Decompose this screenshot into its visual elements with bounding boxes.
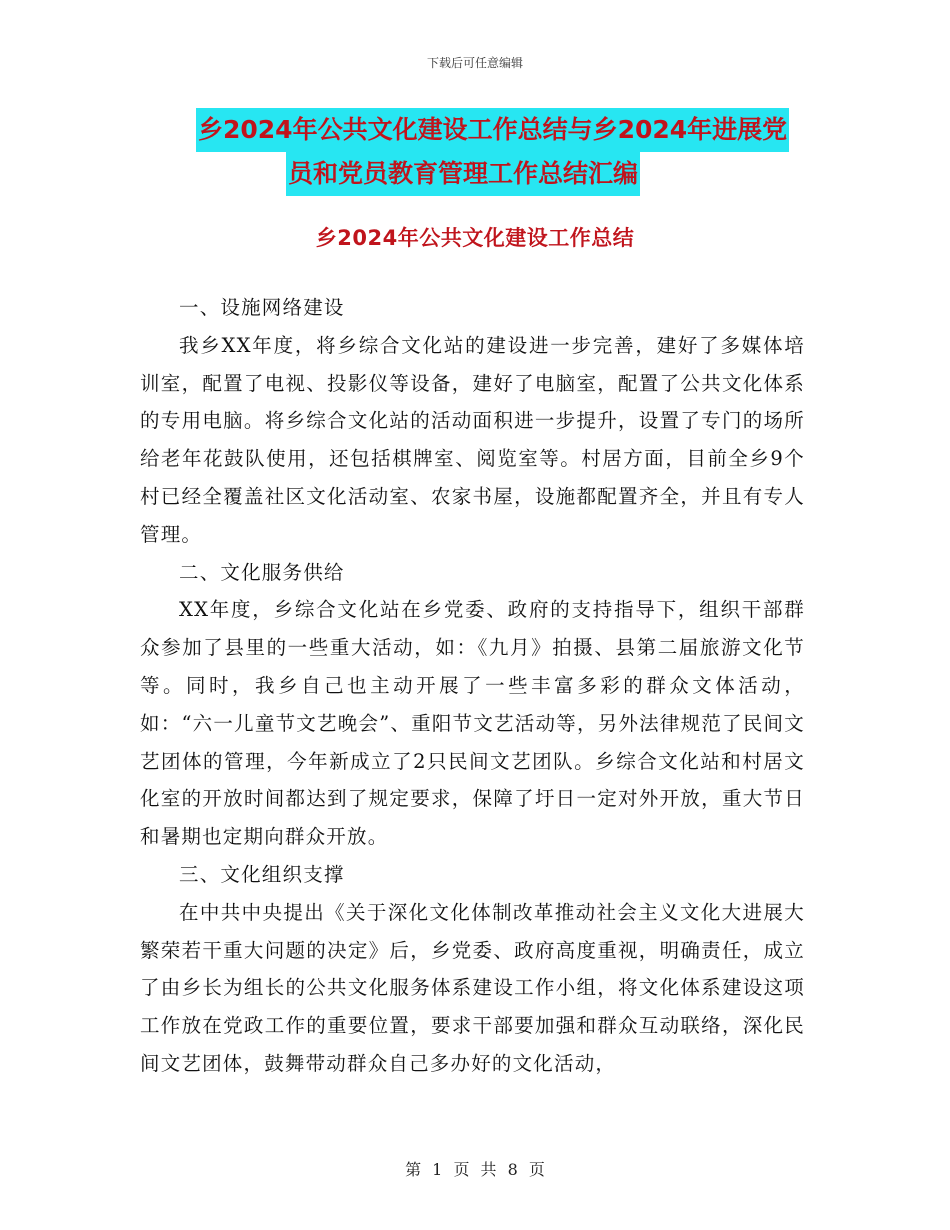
header-note: 下载后可任意编辑 [426,56,523,70]
paragraph-cultural-services: XX年度，乡综合文化站在乡党委、政府的支持指导下，组织干部群众参加了县里的一些重大活动，如：《九月》拍摄、县第二届旅游文化节等。同时，我乡自己也主动开展了一些丰富多彩的群众文体活动，如：“六一儿童节文艺晚会”、重阳节文艺活动等，另外法律规范了民间文艺团体的管理，今年新成立了2只民间文艺团队。乡综合文化站和村居文化室的开放时间都达到了规定要求，保障了圩日一定对外开放，重大节日和暑期也定期向群众开放。 [140,598,805,849]
document-title [140,108,820,196]
paragraph-facility-network: 我乡XX年度，将乡综合文化站的建设进一步完善，建好了多媒体培训室，配置了电视、投影仪等设备，建好了电脑室，配置了公共文化体系的专用电脑。将乡综合文化站的活动面积进一步提升，设置了专门的场所给老年花鼓队使用，还包括棋牌室、阅览室等。村居方面，目前全乡9个村已经全覆盖社区文化活动室、农家书屋，设施都配置齐全，并且有专人管理。 [140,333,805,546]
page-number: 第 1 页 共 8 页 [405,1160,545,1179]
document-title-line-2: 员和党员教育管理工作总结汇编 [286,152,640,196]
section-title: 乡2024年公共文化建设工作总结 [315,226,635,250]
heading-facility-network: 一、设施网络建设 [179,296,345,319]
heading-cultural-services: 二、文化服务供给 [179,560,345,584]
paragraph-organization-support: 在中共中央提出《关于深化文化体制改革推动社会主义文化大进展大繁荣若干重大问题的决定》后，乡党委、政府高度重视，明确责任，成立了由乡长为组长的公共文化服务体系建设工作小组，将文化体系建设这项工作放在党政工作的重要位置，要求干部要加强和群众互动联络，深化民间文艺团体，鼓舞带动群众自己多办好的文化活动， [140,900,805,1075]
document-body [140,289,805,1083]
document-title-line-1: 乡2024年公共文化建设工作总结与乡2024年进展党 [196,108,789,152]
heading-organization-support: 三、文化组织支撑 [179,862,345,886]
